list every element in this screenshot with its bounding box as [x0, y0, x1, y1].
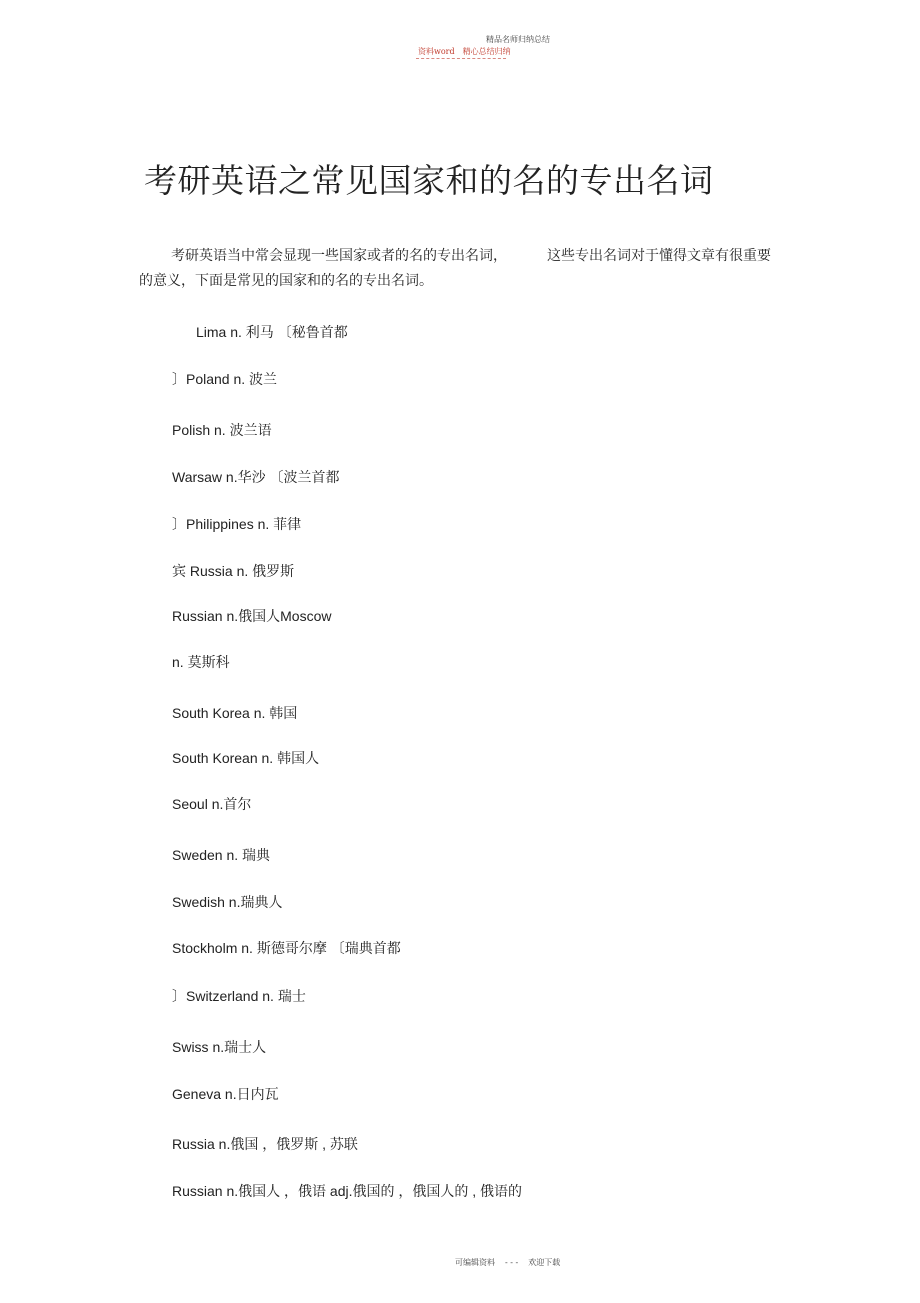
footer-right: 欢迎下载	[528, 1258, 561, 1267]
vocab-entry: 〕Switzerland n. 瑞士	[172, 988, 306, 1004]
vocab-entry: n. 莫斯科	[172, 654, 230, 670]
header-sub-line	[418, 46, 511, 57]
vocab-entry: 〕Poland n. 波兰	[172, 371, 278, 387]
vocab-entry: Swiss n.瑞士人	[172, 1039, 267, 1055]
vocab-entry: Geneva n.日内瓦	[172, 1086, 279, 1102]
vocab-entry: Seoul n.首尔	[172, 796, 252, 812]
intro-text-part1: 考研英语当中常会显现一些国家或者的名的专出名词，	[171, 248, 507, 264]
header-top-line: 精品名师归纳总结	[486, 35, 550, 44]
vocab-entry: South Korea n. 韩国	[172, 705, 298, 721]
intro-paragraph	[139, 244, 779, 294]
vocab-entry: Lima n. 利马 〔秘鲁首都	[196, 324, 348, 340]
header-dotted-rule	[416, 58, 506, 59]
intro-text-part2: 这些专出名词对于懂得文章有很重要的意义，下面是常见的国家和的名的专出名词。	[139, 248, 771, 289]
page-title: 考研英语之常见国家和的名的专出名词	[144, 161, 714, 200]
vocab-entry: South Korean n. 韩国人	[172, 750, 320, 766]
vocab-entry: Stockholm n. 斯德哥尔摩 〔瑞典首都	[172, 940, 401, 956]
vocab-entry: Warsaw n.华沙 〔波兰首都	[172, 469, 340, 485]
footer-dashes: - - -	[505, 1258, 519, 1267]
vocab-entry: Russian n.俄国人Moscow	[172, 608, 332, 624]
vocab-entry: 〕Philippines n. 菲律	[172, 516, 302, 532]
vocab-entry: Polish n. 波兰语	[172, 422, 272, 438]
page-footer	[455, 1257, 560, 1268]
footer-left: 可编辑资料	[455, 1258, 495, 1267]
vocab-entry: Russia n.俄国 ，俄罗斯 , 苏联	[172, 1136, 358, 1152]
header-sub-right: 精心总结归纳	[462, 47, 511, 56]
vocab-entry: Russian n.俄国人 ，俄语 adj.俄国的 ，俄国人的 , 俄语的	[172, 1183, 523, 1199]
vocab-entry: Swedish n.瑞典人	[172, 894, 283, 910]
vocab-entry: Sweden n. 瑞典	[172, 847, 271, 863]
header-sub-left: 资料word	[418, 47, 455, 56]
vocab-entry: 宾 Russia n. 俄罗斯	[172, 563, 295, 579]
